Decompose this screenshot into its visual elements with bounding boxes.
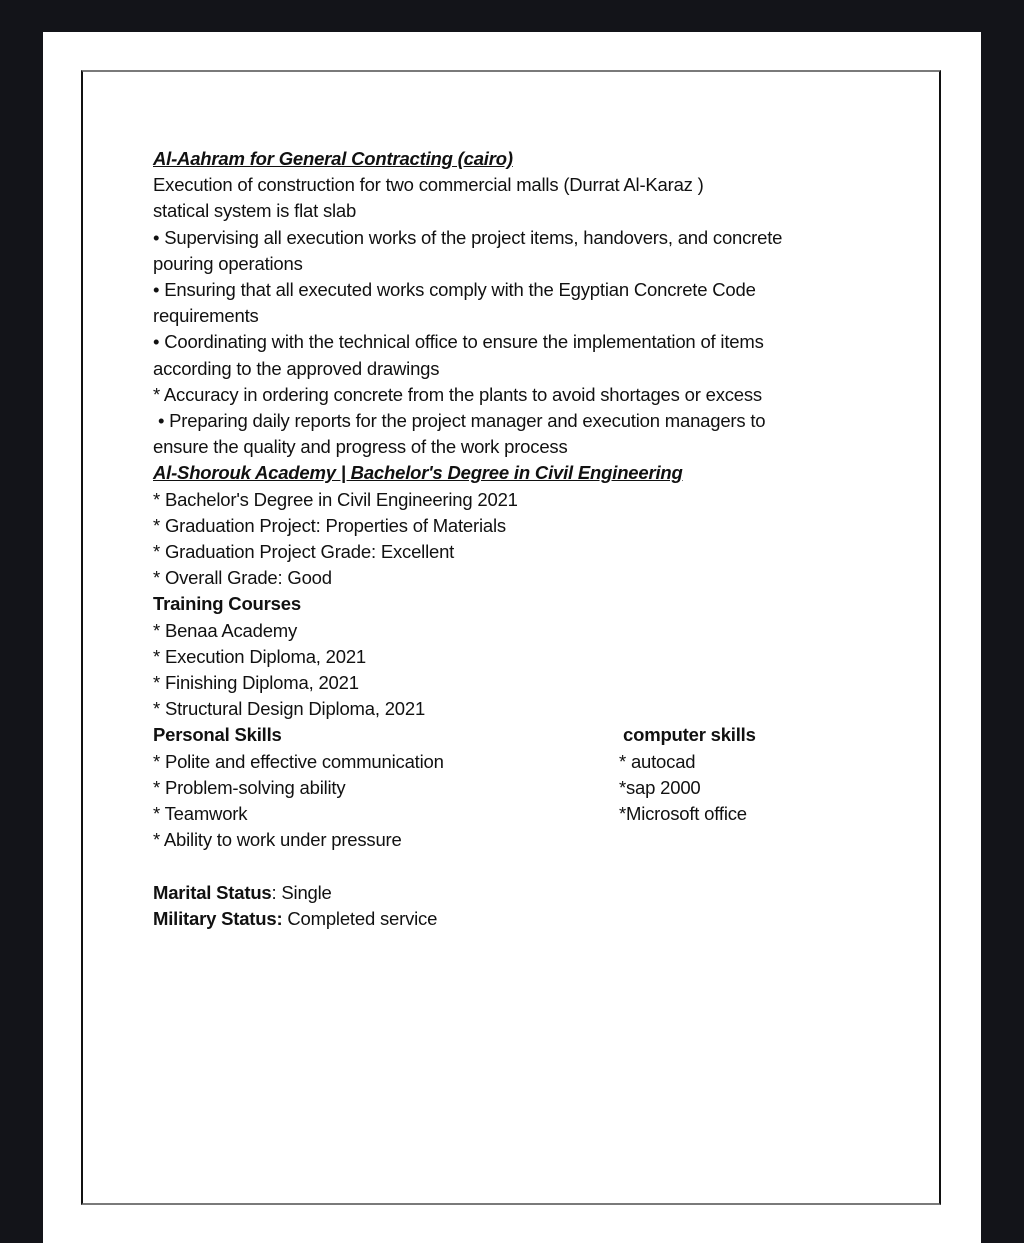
experience-line: pouring operations bbox=[153, 252, 303, 274]
experience-heading: Al-Aahram for General Contracting (cairo) bbox=[153, 148, 513, 169]
personal-skill-item: * Polite and effective communication bbox=[153, 750, 444, 772]
training-item: * Structural Design Diploma, 2021 bbox=[153, 698, 426, 720]
experience-line: requirements bbox=[153, 305, 259, 327]
training-item: * Execution Diploma, 2021 bbox=[153, 645, 367, 667]
experience-line: • Ensuring that all executed works comply with the Egyptian Concrete Code bbox=[153, 279, 756, 301]
skills-section bbox=[153, 722, 873, 853]
experience-line: • Preparing daily reports for the project manager and execution managers to bbox=[153, 410, 766, 432]
experience-line: ensure the quality and progress of the work process bbox=[153, 436, 568, 458]
military-status bbox=[153, 906, 873, 932]
marital-status bbox=[153, 880, 873, 906]
personal-skills-heading: Personal Skills bbox=[153, 724, 282, 746]
training-item: * Finishing Diploma, 2021 bbox=[153, 672, 359, 694]
education-section bbox=[153, 460, 873, 591]
marital-status-value: : Single bbox=[271, 881, 332, 903]
experience-section bbox=[153, 146, 873, 460]
education-heading: Al-Shorouk Academy | Bachelor's Degree in Civil Engineering bbox=[153, 462, 683, 484]
resume-content bbox=[153, 146, 873, 932]
marital-status-label: Marital Status bbox=[153, 881, 272, 903]
computer-skill-item: * autocad bbox=[619, 750, 696, 772]
spacer bbox=[153, 853, 873, 879]
training-section bbox=[153, 591, 873, 722]
document-page bbox=[43, 32, 981, 1243]
education-item: * Graduation Project: Properties of Materials bbox=[153, 514, 506, 536]
experience-line: • Supervising all execution works of the project items, handovers, and concrete bbox=[153, 226, 783, 248]
personal-skill-item: * Problem-solving ability bbox=[153, 776, 346, 798]
computer-skill-item: *Microsoft office bbox=[619, 803, 747, 825]
computer-skill-item: *sap 2000 bbox=[619, 776, 701, 798]
experience-line: * Accuracy in ordering concrete from the plants to avoid shortages or excess bbox=[153, 383, 762, 405]
computer-skills bbox=[619, 722, 756, 827]
education-item: * Bachelor's Degree in Civil Engineering 2021 bbox=[153, 488, 518, 510]
training-item: * Benaa Academy bbox=[153, 619, 298, 641]
experience-line: • Coordinating with the technical office to ensure the implementation of items bbox=[153, 331, 764, 353]
military-status-value: Completed service bbox=[282, 907, 438, 929]
experience-line: according to the approved drawings bbox=[153, 357, 440, 379]
military-status-label: Military Status: bbox=[153, 907, 283, 929]
status-section bbox=[153, 880, 873, 932]
personal-skills bbox=[153, 722, 873, 853]
training-heading: Training Courses bbox=[153, 593, 301, 615]
education-item: * Graduation Project Grade: Excellent bbox=[153, 541, 455, 563]
computer-skills-heading: computer skills bbox=[623, 724, 756, 746]
personal-skill-item: * Teamwork bbox=[153, 803, 248, 825]
experience-line: statical system is flat slab bbox=[153, 200, 357, 222]
education-item: * Overall Grade: Good bbox=[153, 567, 332, 589]
personal-skill-item: * Ability to work under pressure bbox=[153, 829, 402, 851]
experience-line: Execution of construction for two commercial malls (Durrat Al-Karaz ) bbox=[153, 174, 704, 196]
